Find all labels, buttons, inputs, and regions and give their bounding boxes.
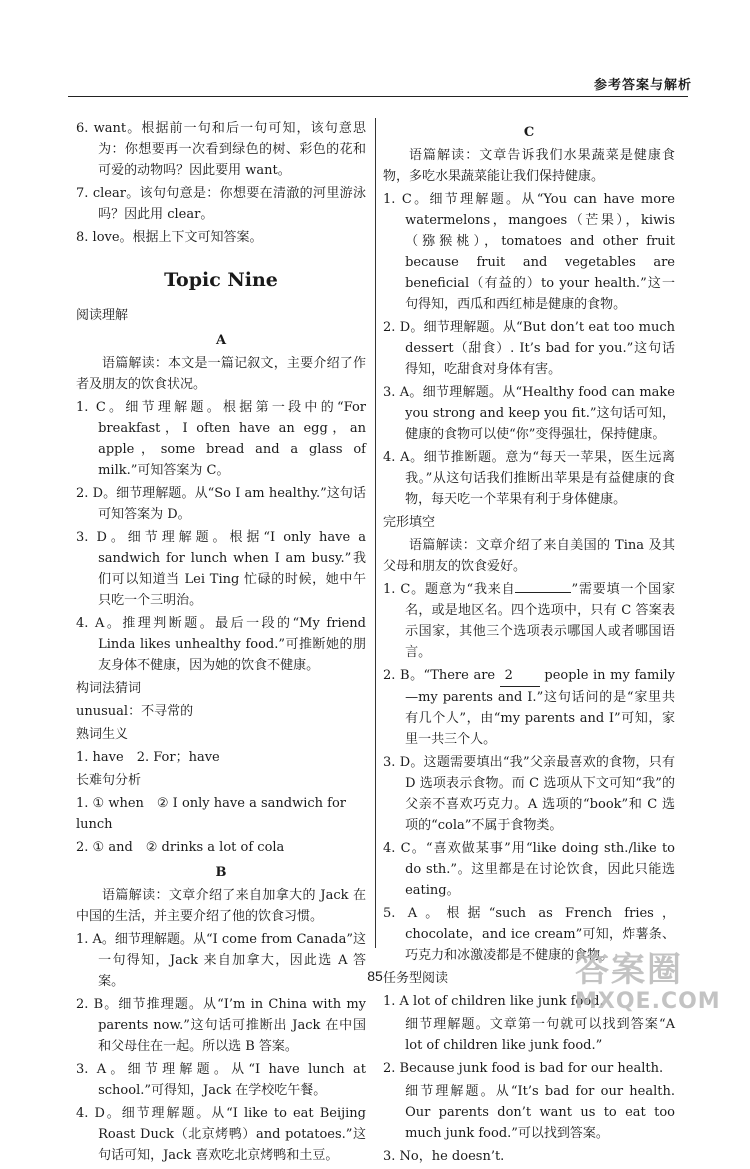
right-block-4: 2. D。细节理解题。从“But don’t eat too much dessert（甜食）. It’s bad for you.”这句话得知，吃甜食对身体有害。	[383, 320, 675, 377]
answer-blank	[515, 579, 571, 593]
answer-text-pre: 2. B。“There are	[383, 668, 500, 683]
left-block-1: 6. want。根据前一句和后一句可知，该句意思为：你想要再一次看到绿色的树、彩色的花和可爱的动物吗？因此要用 want。	[76, 121, 366, 178]
left-block-20: 语篇解读：文章介绍了来自加拿大的 Jack 在中国的生活，并主要介绍了他的饮食习惯。	[76, 888, 366, 924]
left-block-8: 1. C。细节理解题。根据第一段中的“For breakfast，I often have an egg，an apple，some bread and a glass of milk.”可知答案为 C。	[76, 400, 366, 478]
left-block-9: 2. D。细节理解题。从“So I am healthy.”这句话可知答案为 D。	[76, 486, 366, 522]
right-block-18: 细节理解题。从“It’s bad for our health. Our parents don’t want us to eat too much junk food.”可以找到答案。	[405, 1084, 675, 1141]
left-block-24: 4. D。细节理解题。从“I like to eat Beijing Roast Duck（北京烤鸭）and potatoes.”这句话可知，Jack 喜欢吃北京烤鸭和土豆。	[76, 1106, 366, 1163]
answer-text-post: people in my family—my parents and I.”这句话问的是“家里共有几个人”，由“my parents and I”可知，家里一共三个人。	[405, 668, 675, 747]
left-section-line-14: 熟词生义	[76, 727, 129, 742]
right-block-11: 3. D。这题需要填出“我”父亲最喜欢的食物，只有 D 选项表示食物。而 C 选项从下文可知“我”的父亲不喜欢巧克力。A 选项的“book”和 C 选项的“cola”不属于食物类。	[383, 755, 675, 833]
left-section-line-18: 2. ① and ② drinks a lot of cola	[76, 840, 285, 855]
right-block-12: 4. C。“喜欢做某事”用“like doing sth./like to do sth.”。这里都是在讨论饮食，因此只能选 eating。	[383, 841, 675, 898]
right-block-6: 4. A。细节推断题。意为“每天一苹果，医生远离我。”从这句话我们推断出苹果是有益健康的食物，每天吃一个苹果有利于身体健康。	[383, 450, 675, 507]
passage-letter-b: B	[215, 865, 227, 880]
watermark-top: 答案圈	[575, 950, 683, 990]
left-block-7: 语篇解读：本文是一篇记叙文，主要介绍了作者及朋友的饮食状况。	[76, 356, 366, 392]
answer-blank-number: 2	[500, 665, 540, 687]
running-header-title: 参考答案与解析	[593, 78, 692, 93]
right-section-line-7: 完形填空	[383, 515, 436, 530]
answer-text-post: ”需要填一个国家名，或是地区名。四个选项中，只有 C 答案表示国家，其他三个选项表示哪国人或者哪国语言。	[405, 582, 675, 660]
left-section-line-5: 阅读理解	[76, 308, 129, 323]
left-block-21: 1. A。细节理解题。从“I come from Canada”这一句得知，Jack 来自加拿大，因此选 A 答案。	[76, 932, 366, 989]
left-block-22: 2. B。细节推理题。从“I’m in China with my parents now.”这句话可推断出 Jack 在中国和父母住在一起。所以选 B 答案。	[76, 997, 366, 1054]
left-block-23: 3. A。细节理解题。从“I have lunch at school.”可得知，Jack 在学校吃午餐。	[76, 1062, 366, 1098]
right-block-16: 细节理解题。文章第一句就可以找到答案“A lot of children like junk food.”	[405, 1017, 675, 1053]
column-divider	[375, 118, 376, 948]
right-block-13: 5. A。根据“such as French fries，chocolate，and ice cream”可知，炸薯条、巧克力和冰激凌都是不健康的食物。	[383, 906, 675, 963]
left-block-2: 7. clear。该句句意是：你想要在清澈的河里游泳吗？因此用 clear。	[76, 186, 366, 222]
right-block-8: 语篇解读：文章介绍了来自美国的 Tina 及其父母和朋友的饮食爱好。	[383, 538, 675, 574]
left-section-line-16: 长难句分析	[76, 773, 142, 788]
right-block-5: 3. A。细节理解题。从“Healthy food can make you strong and keep you fit.”这句话可知，健康的食物可以使“你”变得强壮，保持健康。	[383, 385, 675, 442]
left-column	[76, 118, 366, 1168]
left-section-line-17: 1. ① when ② I only have a sandwich for lunch	[76, 796, 346, 832]
watermark-bottom: MXQE.COM	[575, 989, 721, 1014]
right-block-2: 语篇解读：文章告诉我们水果蔬菜是健康食物，多吃水果蔬菜能让我们保持健康。	[383, 148, 675, 184]
header-rule	[68, 96, 688, 97]
right-block-19: 3. No，he doesn’t.	[383, 1149, 505, 1164]
right-block-3: 1. C。细节理解题。从“You can have more watermelons，mangoes（芒果），kiwis（猕猴桃），tomatoes and other fruit because fruit and vegetables are beneficial（有益的）to your health.”这一句得知，西瓜和西红柿是健康的食物。	[383, 192, 675, 312]
left-block-11: 4. A。推理判断题。最后一段的“My friend Linda likes unhealthy food.”可推断她的朋友身体不健康，因为她的饮食不健康。	[76, 616, 366, 673]
passage-letter-c: C	[523, 125, 535, 140]
passage-letter-a: A	[215, 333, 227, 348]
left-section-line-12: 构词法猜词	[76, 681, 142, 696]
left-block-3: 8. love。根据上下文可知答案。	[76, 230, 263, 245]
left-block-10: 3. D。细节理解题。根据“I only have a sandwich for lunch when I am busy.”我们可以知道当 Lei Ting 忙碌的时候，她中午只吃一个三明治。	[76, 530, 366, 608]
right-block-10	[383, 665, 675, 750]
left-section-line-15: 1. have 2. For；have	[76, 750, 220, 765]
answer-text-pre: 1. C。题意为“我来自	[383, 582, 516, 597]
left-section-line-13: unusual：不寻常的	[76, 704, 194, 719]
right-block-9	[383, 579, 675, 663]
right-block-15: 1. A lot of children like junk food.	[383, 994, 604, 1009]
topic-title: Topic Nine	[164, 269, 278, 291]
page-number: 85	[367, 968, 383, 984]
right-section-line-14: 任务型阅读	[383, 971, 449, 986]
watermark-logo	[575, 951, 730, 1026]
right-block-17: 2. Because junk food is bad for our health.	[383, 1061, 664, 1076]
